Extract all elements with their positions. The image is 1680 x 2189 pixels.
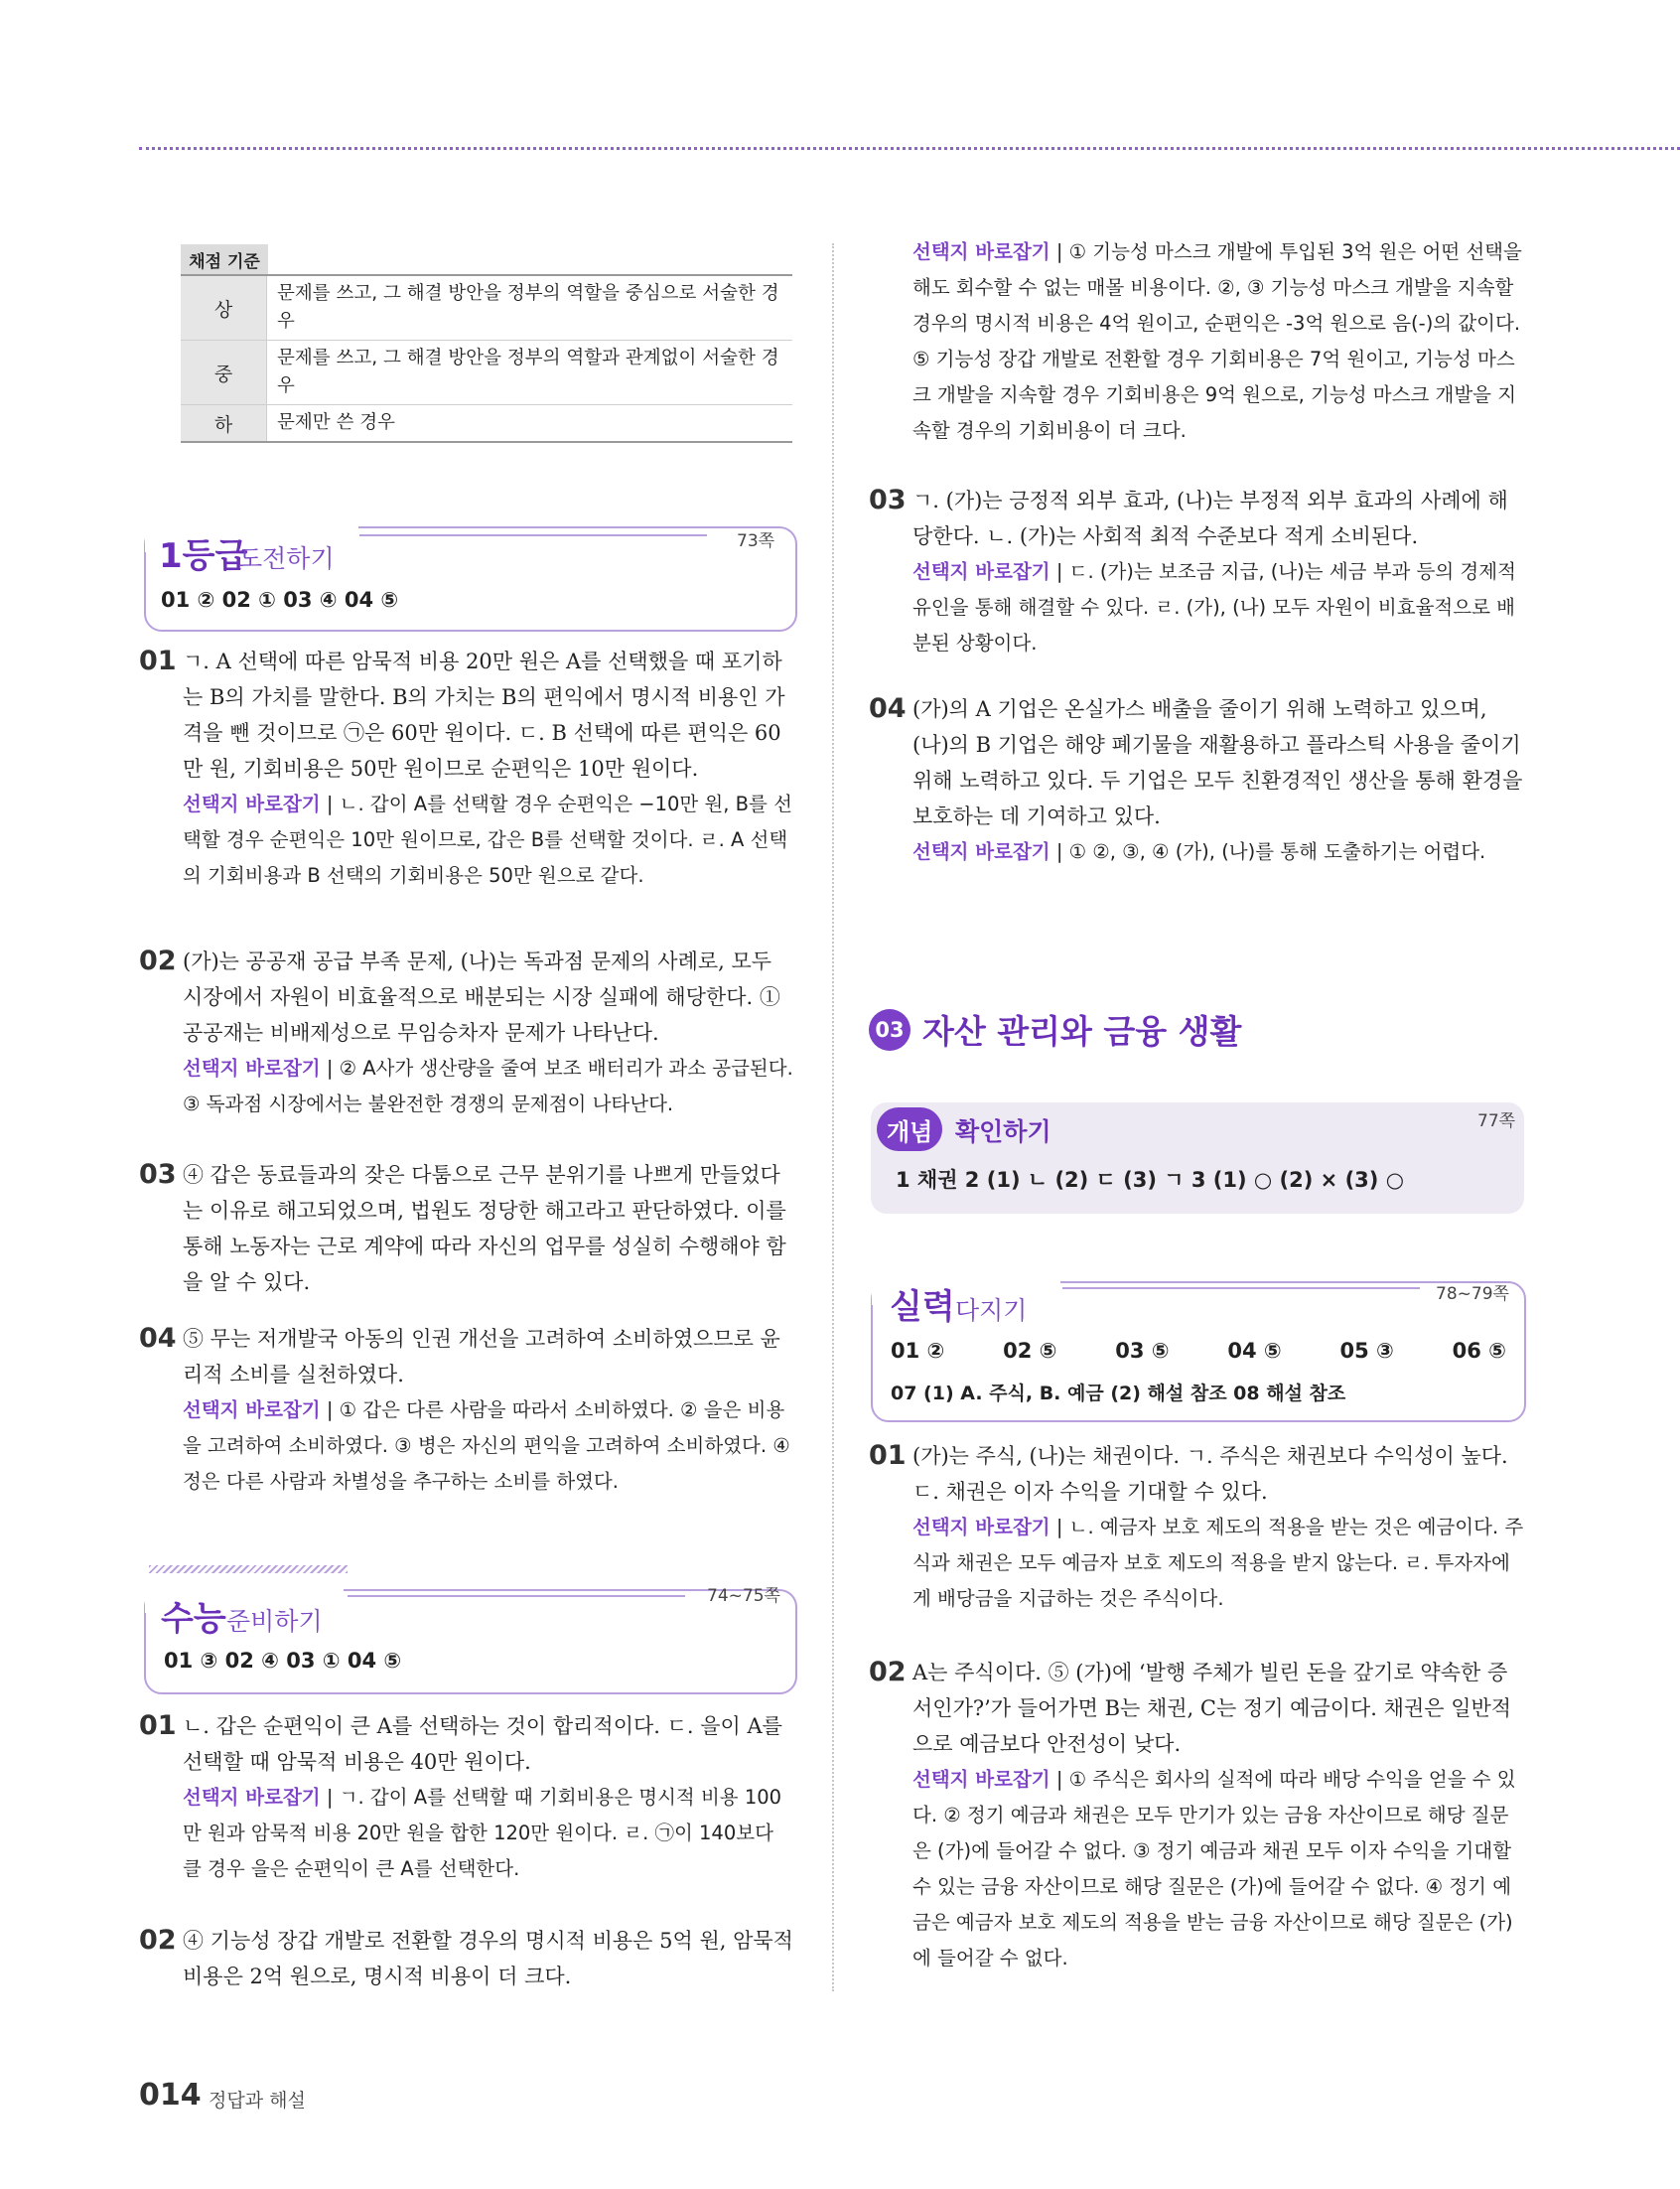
question-text: (가)는 공공재 공급 부족 문제, (나)는 독과점 문제의 사례로, 모두 시장에서 자원이 비효율적으로 배분되는 시장 실패에 해당한다. ① 공공재는 비배제성으로 무임승차자 문제가 나타난다. [183, 949, 780, 1045]
fix-note: 선택지 바로잡기 | ㄴ. 예금자 보호 제도의 적용을 받는 것은 예금이다. 주식과 채권은 모두 예금자 보호 제도의 적용을 받지 않는다. ㄹ. 투자자에게 배당금을 지급하는 것은 주식이다. [912, 1516, 1524, 1610]
top-dotted-rule [139, 147, 1680, 150]
question-number: 01 [139, 1710, 177, 1741]
question-number: 04 [869, 693, 907, 724]
fix-text: ① 기능성 마스크 개발에 투입된 3억 원은 어떤 선택을 해도 회수할 수 없는 매몰 비용이다. ②, ③ 기능성 마스크 개발을 지속할 경우의 명시적 비용은 4억 원이고, 순편익은 -3억 원으로 음(-)의 값이다. ⑤ 기능성 장갑 개발로 전환할 경우 기회비용은 7억 원이고, 기능성 마스크 개발을 지속할 경우 기회비용은 9억 원으로, 기능성 마스크 개발을 지속할 경우의 기회비용이 더 크다. [912, 240, 1522, 442]
skill-pages: 78~79쪽 [1436, 1284, 1509, 1304]
concept-pill: 개념 [877, 1107, 942, 1151]
skill-answer: 04 ⑤ [1227, 1339, 1282, 1363]
skill-answers-row2: 07 (1) A. 주식, B. 예금 (2) 해설 참조 08 해설 참조 [891, 1383, 1346, 1404]
fix-text: ㄴ. 예금자 보호 제도의 적용을 받는 것은 예금이다. 주식과 채권은 모두 예금자 보호 제도의 적용을 받지 않는다. ㄹ. 투자자에게 배당금을 지급하는 것은 주식이다. [912, 1516, 1524, 1610]
suneung-item-02-fix [869, 234, 1524, 449]
question-text: ⑤ 무는 저개발국 아동의 인권 개선을 고려하여 소비하였으므로 윤리적 소비를 실천하였다. [183, 1327, 780, 1386]
fix-tag: 선택지 바로잡기 [183, 1786, 321, 1809]
fix-note: 선택지 바로잡기 | ① 주식은 회사의 실적에 따라 배당 수익을 얻을 수 있다. ② 정기 예금과 채권은 모두 만기가 있는 금융 자산이므로 해당 질문은 (가)에 들어갈 수 없다. ③ 정기 예금과 채권 모두 이자 수익을 기대할 수 있는 금융 자산이므로 해당 질문은 (가)에 들어갈 수 없다. ④ 정기 예금은 예금자 보호 제도의 적용을 받는 금융 자산이므로 해당 질문은 (가)에 들어갈 수 없다. [912, 1768, 1516, 1970]
fix-tag: 선택지 바로잡기 [912, 840, 1050, 863]
grade1-item-04 [139, 1321, 794, 1500]
question-text: (가)는 주식, (나)는 채권이다. ㄱ. 주식은 채권보다 수익성이 높다. ㄷ. 채권은 이자 수익을 기대할 수 있다. [912, 1444, 1508, 1504]
scoring-text: 문제를 쓰고, 그 해결 방안을 정부의 역할과 관계없이 서술한 경우 [277, 348, 779, 396]
chapter-title: 자산 관리와 금융 생활 [922, 1012, 1242, 1051]
fix-text: ① ②, ③, ④ (가), (나)를 통해 도출하기는 어렵다. [1068, 840, 1486, 863]
skill-title: 실력 [890, 1287, 955, 1327]
suneung-item-01 [139, 1708, 794, 1887]
question-number: 02 [139, 1925, 177, 1956]
skill-answer: 01 ② [891, 1339, 945, 1363]
skill-item-01 [869, 1438, 1524, 1617]
skill-answers-row1 [891, 1339, 1506, 1363]
question-text: ④ 갑은 동료들과의 잦은 다툼으로 근무 분위기를 나쁘게 만들었다는 이유로 해고되었으며, 법원도 정당한 해고라고 판단하였다. 이를 통해 노동자는 근로 계약에 따라 자신의 업무를 성실히 수행해야 함을 알 수 있다. [183, 1163, 786, 1294]
question-number: 04 [139, 1323, 177, 1354]
fix-tag: 선택지 바로잡기 [912, 560, 1050, 583]
fix-tag: 선택지 바로잡기 [912, 1768, 1050, 1791]
suneung-hatch [149, 1565, 348, 1573]
fix-tag: 선택지 바로잡기 [183, 1398, 321, 1421]
chapter-number: 03 [869, 1009, 910, 1051]
fix-text: ① 갑은 다른 사람을 따라서 소비하였다. ② 을은 비용을 고려하여 소비하였다. ③ 병은 자신의 편익을 고려하여 소비하였다. ④ 정은 다른 사람과 차별성을 추구하는 소비를 하였다. [183, 1398, 790, 1493]
question-text: ④ 기능성 장갑 개발로 전환할 경우의 명시적 비용은 5억 원, 암묵적 비용은 2억 원으로, 명시적 비용이 더 크다. [183, 1929, 793, 1988]
fix-note: 선택지 바로잡기 | ① 갑은 다른 사람을 따라서 소비하였다. ② 을은 비용을 고려하여 소비하였다. ③ 병은 자신의 편익을 고려하여 소비하였다. ④ 정은 다른 사람과 차별성을 추구하는 소비를 하였다. [183, 1398, 790, 1493]
suneung-title: 수능 [161, 1599, 226, 1639]
grade1-answers: 01 ② 02 ① 03 ④ 04 ⑤ [161, 588, 399, 612]
skill-answer: 03 ⑤ [1115, 1339, 1170, 1363]
fix-note: 선택지 바로잡기 | ① ②, ③, ④ (가), (나)를 통해 도출하기는 어렵다. [912, 840, 1486, 863]
fix-note: 선택지 바로잡기 | ㄷ. (가)는 보조금 지급, (나)는 세금 부과 등의 경제적 유인을 통해 해결할 수 있다. ㄹ. (가), (나) 모두 자원이 비효율적으로 배분된 상황이다. [912, 560, 1516, 655]
grade1-subtitle: 도전하기 [238, 544, 335, 573]
scoring-grade: 상 [181, 276, 267, 340]
suneung-answers: 01 ③ 02 ④ 03 ① 04 ⑤ [164, 1649, 402, 1673]
fix-tag: 선택지 바로잡기 [183, 793, 321, 815]
suneung-item-03 [869, 483, 1524, 661]
fix-tag: 선택지 바로잡기 [183, 1057, 321, 1080]
grade1-item-02 [139, 944, 794, 1122]
question-number: 03 [869, 485, 907, 515]
question-number: 01 [869, 1440, 907, 1471]
concept-subtitle: 확인하기 [955, 1117, 1051, 1146]
suneung-item-02 [139, 1923, 794, 1994]
suneung-item-04 [869, 691, 1524, 870]
question-text: A는 주식이다. ⑤ (가)에 ‘발행 주체가 빌린 돈을 갚기로 약속한 증서인가?’가 들어가면 B는 채권, C는 정기 예금이다. 채권은 일반적으로 예금보다 안전성이 낮다. [912, 1661, 1512, 1756]
scoring-table [181, 274, 792, 443]
page-number: 014 [139, 2078, 202, 2113]
question-text: ㄱ. A 선택에 따른 암묵적 비용 20만 원은 A를 선택했을 때 포기하는 B의 가치를 말한다. B의 가치는 B의 편익에서 명시적 비용인 가격을 뺀 것이므로 ㉠은 60만 원이다. ㄷ. B 선택에 따른 편익은 60만 원, 기회비용은 50만 원이므로 순편익은 10만 원이다. [183, 650, 785, 781]
grade1-title: 1등급 [159, 536, 248, 576]
skill-subtitle: 다지기 [955, 1296, 1028, 1325]
footer-label: 정답과 해설 [209, 2090, 306, 2112]
fix-text: ㄴ. 갑이 A를 선택할 경우 순편익은 −10만 원, B를 선택할 경우 순편익은 10만 원이므로, 갑은 B를 선택할 것이다. ㄹ. A 선택의 기회비용과 B 선택의 기회비용은 50만 원으로 같다. [183, 793, 792, 887]
scoring-text: 문제를 쓰고, 그 해결 방안을 정부의 역할을 중심으로 서술한 경우 [277, 283, 779, 332]
question-text: ㄴ. 갑은 순편익이 큰 A를 선택하는 것이 합리적이다. ㄷ. 을이 A를 선택할 때 암묵적 비용은 40만 원이다. [183, 1714, 782, 1774]
scoring-row [181, 405, 792, 443]
grade1-item-01 [139, 644, 794, 894]
question-number: 02 [139, 946, 177, 976]
skill-answer: 05 ③ [1339, 1339, 1394, 1363]
question-number: 01 [139, 646, 177, 676]
scoring-grade: 하 [181, 405, 267, 441]
skill-answer: 02 ⑤ [1003, 1339, 1057, 1363]
scoring-grade: 중 [181, 341, 267, 404]
concept-pages: 77쪽 [1477, 1111, 1516, 1131]
skill-rule [1062, 1287, 1420, 1289]
scoring-row [181, 341, 792, 405]
skill-answer: 06 ⑤ [1452, 1339, 1506, 1363]
fix-note: 선택지 바로잡기 | ① 기능성 마스크 개발에 투입된 3억 원은 어떤 선택을 해도 회수할 수 없는 매몰 비용이다. ②, ③ 기능성 마스크 개발을 지속할 경우의 명시적 비용은 4억 원이고, 순편익은 -3억 원으로 음(-)의 값이다. ⑤ 기능성 장갑 개발로 전환할 경우 기회비용은 7억 원이고, 기능성 마스크 개발을 지속할 경우 기회비용은 9억 원으로, 기능성 마스크 개발을 지속할 경우의 기회비용이 더 크다. [912, 240, 1522, 442]
suneung-pages: 74~75쪽 [707, 1586, 780, 1606]
chapter-heading [869, 1006, 1241, 1053]
grade1-pages: 73쪽 [737, 531, 775, 551]
scoring-text: 문제만 쓴 경우 [277, 412, 395, 433]
grade1-item-03 [139, 1157, 794, 1300]
concept-answers: 1 채권 2 (1) ㄴ (2) ㄷ (3) ㄱ 3 (1) ○ (2) × (3) ○ [896, 1168, 1405, 1192]
fix-text: ㄷ. (가)는 보조금 지급, (나)는 세금 부과 등의 경제적 유인을 통해 해결할 수 있다. ㄹ. (가), (나) 모두 자원이 비효율적으로 배분된 상황이다. [912, 560, 1516, 655]
question-number: 02 [869, 1657, 907, 1687]
suneung-rule [348, 1595, 685, 1597]
question-text: ㄱ. (가)는 긍정적 외부 효과, (나)는 부정적 외부 효과의 사례에 해당한다. ㄴ. (가)는 사회적 최적 수준보다 적게 소비된다. [912, 489, 1508, 548]
scoring-caption: 채점 기준 [181, 244, 268, 274]
fix-text: ① 주식은 회사의 실적에 따라 배당 수익을 얻을 수 있다. ② 정기 예금과 채권은 모두 만기가 있는 금융 자산이므로 해당 질문은 (가)에 들어갈 수 없다. ③ 정기 예금과 채권 모두 이자 수익을 기대할 수 있는 금융 자산이므로 해당 질문은 (가)에 들어갈 수 없다. ④ 정기 예금은 예금자 보호 제도의 적용을 받는 금융 자산이므로 해당 질문은 (가)에 들어갈 수 없다. [912, 1768, 1516, 1970]
question-text: (가)의 A 기업은 온실가스 배출을 줄이기 위해 노력하고 있으며, (나)의 B 기업은 해양 폐기물을 재활용하고 플라스틱 사용을 줄이기 위해 노력하고 있다. 두 기업은 모두 친환경적인 생산을 통해 환경을 보호하는 데 기여하고 있다. [912, 697, 1523, 828]
column-divider [832, 243, 834, 1991]
fix-text: ㄱ. 갑이 A를 선택할 때 기회비용은 명시적 비용 100만 원과 암묵적 비용 20만 원을 합한 120만 원이다. ㄹ. ㉠이 140보다 클 경우 을은 순편익이 큰 A를 선택한다. [183, 1786, 782, 1880]
scoring-row [181, 276, 792, 341]
fix-tag: 선택지 바로잡기 [912, 1516, 1050, 1538]
suneung-subtitle: 준비하기 [226, 1607, 323, 1636]
skill-item-02 [869, 1655, 1524, 1976]
fix-tag: 선택지 바로잡기 [912, 240, 1050, 263]
fix-note: 선택지 바로잡기 | ② A사가 생산량을 줄여 보조 배터리가 과소 공급된다. ③ 독과점 시장에서는 불완전한 경쟁의 문제점이 나타난다. [183, 1057, 793, 1115]
question-number: 03 [139, 1159, 177, 1190]
grade1-rule [359, 534, 707, 536]
fix-text: ② A사가 생산량을 줄여 보조 배터리가 과소 공급된다. ③ 독과점 시장에서는 불완전한 경쟁의 문제점이 나타난다. [183, 1057, 793, 1115]
fix-note: 선택지 바로잡기 | ㄱ. 갑이 A를 선택할 때 기회비용은 명시적 비용 100만 원과 암묵적 비용 20만 원을 합한 120만 원이다. ㄹ. ㉠이 140보다 클 경우 을은 순편익이 큰 A를 선택한다. [183, 1786, 782, 1880]
fix-note: 선택지 바로잡기 | ㄴ. 갑이 A를 선택할 경우 순편익은 −10만 원, B를 선택할 경우 순편익은 10만 원이므로, 갑은 B를 선택할 것이다. ㄹ. A 선택의 기회비용과 B 선택의 기회비용은 50만 원으로 같다. [183, 793, 792, 887]
